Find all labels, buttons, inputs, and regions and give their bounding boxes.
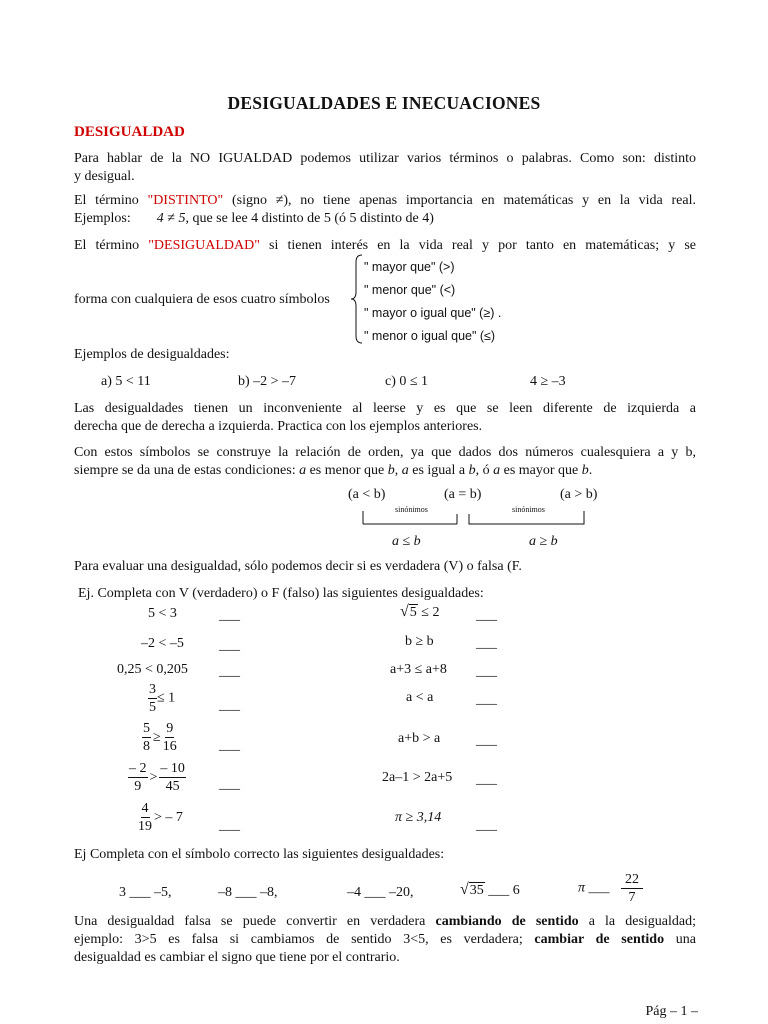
relation-gt: (a > b) xyxy=(560,487,598,502)
sinonimos-label-left: sinónimos xyxy=(395,505,428,514)
vf-left-row-7: $\frac{4}{19}$ > – 7 xyxy=(138,801,183,834)
vf-left-blank-7[interactable]: ___ xyxy=(219,818,240,833)
page-number: Pág – 1 – xyxy=(645,1004,698,1019)
vf-right-blank-7[interactable]: ___ xyxy=(476,818,497,833)
example-a: a) 5 < 11 xyxy=(101,374,151,389)
vf-right-row-2: b ≥ b xyxy=(405,634,434,649)
symbols-intro: forma con cualquiera de esos cuatro símbolos xyxy=(74,292,330,307)
vf-left-blank-5[interactable]: ___ xyxy=(219,738,240,753)
vf-right-blank-5[interactable]: ___ xyxy=(476,733,497,748)
vf-left-blank-1[interactable]: ___ xyxy=(219,608,240,623)
vf-left-row-5: $\frac{5}{8}$ ≥ $\frac{9}{16}$ xyxy=(143,721,177,754)
symbol-mayor: " mayor que" (>) xyxy=(364,260,455,274)
relation-le: a ≤ b xyxy=(392,534,421,549)
paragraph-orden: Con estos símbolos se construye la relación de orden, ya que dados dos números cualesquiera a y b, siempre se da una de estas condiciones: a es menor que b, a es igual a b, ó a es mayor que b. xyxy=(74,445,696,478)
example-c: c) 0 ≤ 1 xyxy=(385,374,429,389)
vf-right-blank-4[interactable]: ___ xyxy=(476,692,497,707)
vf-right-blank-1[interactable]: ___ xyxy=(476,608,497,623)
vf-left-blank-6[interactable]: ___ xyxy=(219,777,240,792)
vf-right-blank-6[interactable]: ___ xyxy=(476,772,497,787)
paragraph-inconveniente: Las desigualdades tienen un inconveniente al leerse y es que se leen diferente de izquierda a derecha que de derecha a izquierda. Practica con los ejemplos anteriores. xyxy=(74,401,696,434)
symbol-exercise-5: π ___ $\frac{22}{7}$ xyxy=(578,871,643,906)
vf-right-blank-2[interactable]: ___ xyxy=(476,636,497,651)
vf-left-blank-2[interactable]: ___ xyxy=(219,638,240,653)
symbol-exercise-1: 3 ___ –5, xyxy=(119,885,172,900)
vf-left-row-3: 0,25 < 0,205 xyxy=(117,662,188,677)
paragraph-evaluar: Para evaluar una desigualdad, sólo podemos decir si es verdadera (V) o falsa (F. xyxy=(74,559,522,574)
symbol-exercise-2: –8 ___ –8, xyxy=(218,885,278,900)
section-heading: DESIGUALDAD xyxy=(74,124,185,140)
symbol-exercise-3: –4 ___ –20, xyxy=(347,885,414,900)
vf-right-row-5: a+b > a xyxy=(398,731,441,746)
paragraph-desigualdad: El término "DESIGUALDAD" si tienen interés en la vida real y por tanto en matemáticas; y se xyxy=(74,238,696,253)
example-b: b) –2 > –7 xyxy=(238,374,297,389)
vf-right-blank-3[interactable]: ___ xyxy=(476,664,497,679)
vf-left-row-2: –2 < –5 xyxy=(141,636,184,651)
vf-left-blank-4[interactable]: ___ xyxy=(219,698,240,713)
symbol-list xyxy=(364,256,501,348)
vf-right-row-7: π ≥ 3,14 xyxy=(395,810,442,825)
vf-left-blank-3[interactable]: ___ xyxy=(219,664,240,679)
paragraph-cambio-sentido: Una desigualdad falsa se puede convertir en verdadera cambiando de sentido a la desigualdad; ejemplo: 3>5 es falsa si cambiamos de sentido 3<5, es verdadera; cambiar de sentido una desigualdad es cambiar el signo que tiene por el contrario. xyxy=(74,914,696,965)
symbol-exercise-4: √35 ___ 6 xyxy=(460,881,520,898)
vf-right-row-1: √5 ≤ 2 xyxy=(400,603,440,620)
vf-left-row-4: $\frac{3}{5}$ ≤ 1 xyxy=(149,682,176,715)
relation-lt: (a < b) xyxy=(348,487,386,502)
term-distinto: "DISTINTO" xyxy=(147,193,224,208)
vf-right-row-4: a < a xyxy=(406,690,434,705)
exercise-1-heading: Ej. Completa con V (verdadero) o F (falso) las siguientes desigualdades: xyxy=(78,586,484,601)
vf-left-row-6: $\frac{- 2}{9}$ > $\frac{- 10}{45}$ xyxy=(129,761,185,794)
paragraph-distinto: El término "DISTINTO" (signo ≠), no tiene apenas importancia en matemáticas y en la vida real. Ejemplos: 4 ≠ 5, que se lee 4 distinto de 5 (ó 5 distinto de 4) xyxy=(74,193,696,226)
page-title: DESIGUALDADES E INECUACIONES xyxy=(227,93,541,113)
symbol-menor-igual: " menor o igual que" (≤) xyxy=(364,329,496,343)
term-desigualdad: "DESIGUALDAD" xyxy=(148,238,260,253)
sinonimos-label-right: sinónimos xyxy=(512,505,545,514)
vf-right-row-3: a+3 ≤ a+8 xyxy=(390,662,447,677)
symbol-mayor-igual: " mayor o igual que" (≥) . xyxy=(364,306,502,320)
vf-right-row-6: 2a–1 > 2a+5 xyxy=(382,770,453,785)
examples-heading: Ejemplos de desigualdades: xyxy=(74,347,230,362)
relation-eq: (a = b) xyxy=(444,487,482,502)
symbol-menor: " menor que" (<) xyxy=(364,283,456,297)
brace-icon xyxy=(350,254,364,344)
synonym-brackets xyxy=(362,510,588,526)
relation-ge: a ≥ b xyxy=(529,534,558,549)
exercise-2-heading: Ej Completa con el símbolo correcto las siguientes desigualdades: xyxy=(74,847,445,862)
example-d: 4 ≥ –3 xyxy=(530,374,566,389)
paragraph-no-igualdad: Para hablar de la NO IGUALDAD podemos utilizar varios términos o palabras. Como son: distinto y desigual. xyxy=(74,151,696,184)
vf-left-row-1: 5 < 3 xyxy=(148,606,177,621)
